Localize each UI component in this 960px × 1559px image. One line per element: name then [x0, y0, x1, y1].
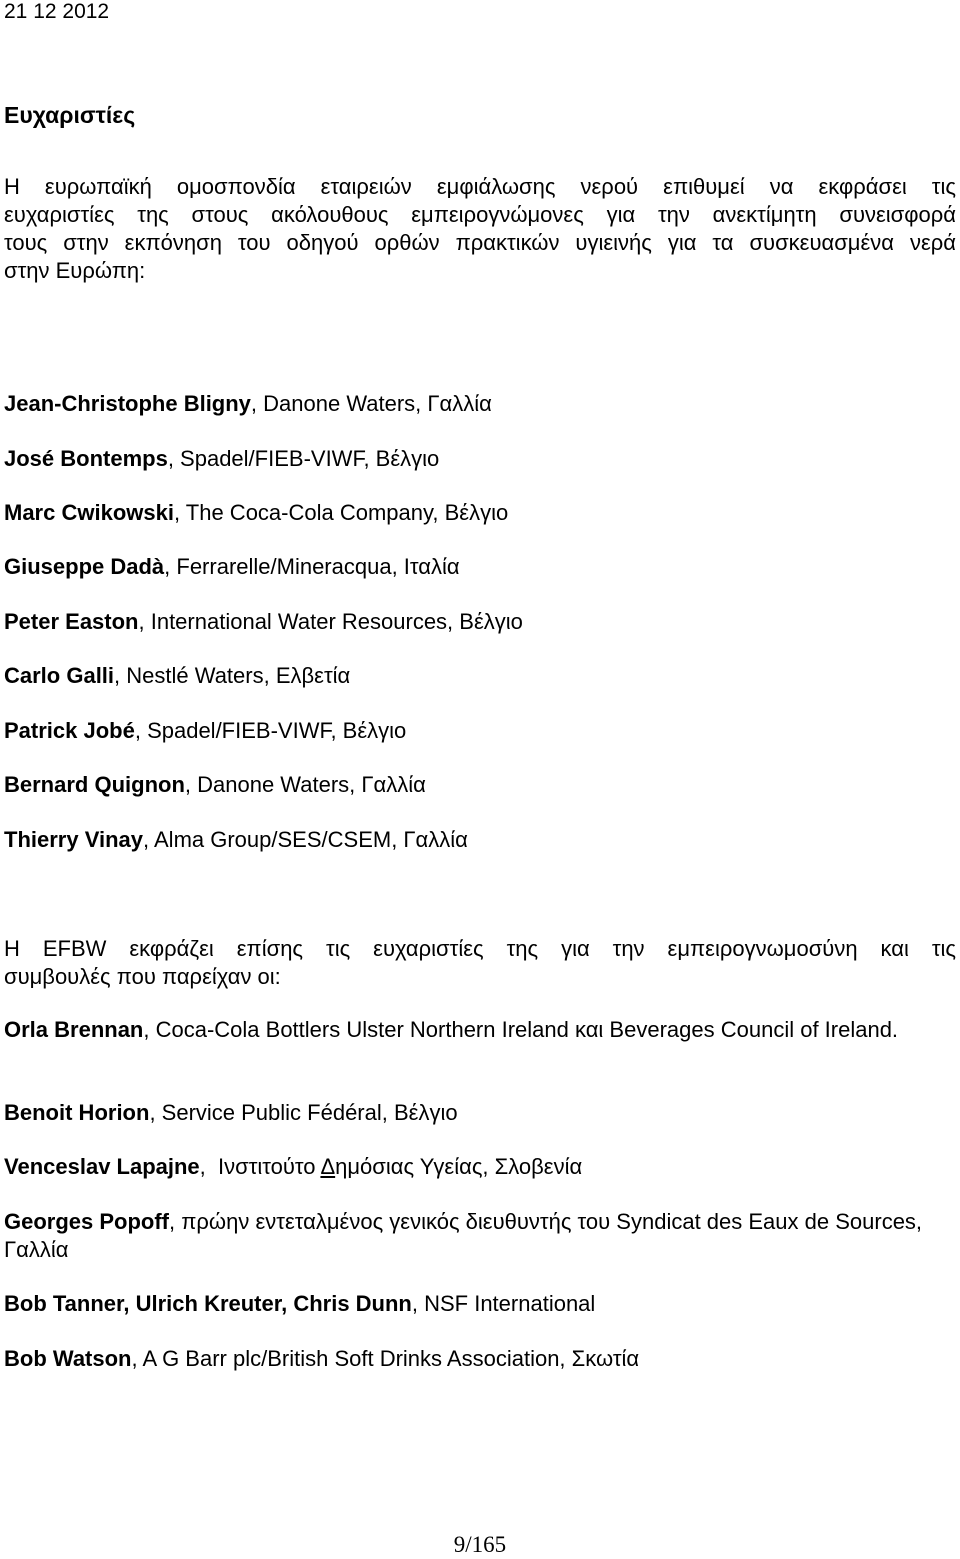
advisor-entry	[4, 1208, 956, 1264]
expert-entry	[4, 662, 956, 690]
advisor-entry	[4, 1153, 956, 1181]
expert-name: Patrick Jobé	[4, 718, 135, 743]
advisor-name: Bob Watson	[4, 1346, 132, 1371]
advisor-affiliation: , Service Public Fédéral, Βέλγιο	[149, 1100, 458, 1125]
expert-name: Carlo Galli	[4, 663, 115, 688]
advisor-name: Georges Popoff	[4, 1209, 170, 1234]
expert-affiliation: , Alma Group/SES/CSEM, Γαλλία	[143, 827, 468, 852]
page-heading: Ευχαριστίες	[4, 102, 136, 128]
expert-entry	[4, 390, 956, 418]
advisor-affiliation: , A G Barr plc/British Soft Drinks Association, Σκωτία	[131, 1346, 640, 1371]
page-number: 9/165	[453, 1532, 507, 1557]
expert-affiliation: , Spadel/FIEB-VIWF, Βέλγιο	[134, 718, 407, 743]
expert-name: Marc Cwikowski	[4, 500, 174, 525]
advisor-affiliation: , NSF International	[411, 1291, 596, 1316]
advisor-entry	[4, 1099, 956, 1127]
expert-entry	[4, 553, 956, 581]
advisor-entry	[4, 1345, 956, 1373]
advisor-entry	[4, 1016, 956, 1044]
second-intro-paragraph	[4, 935, 956, 991]
advisor-affiliation: , πρώην εντεταλμένος γενικός διευθυντής του Syndicat des Eaux de Sources, Γαλλία	[4, 1209, 923, 1262]
second-intro-line: Η EFBW εκφράζει επίσης τις ευχαριστίες της για την εμπειρογνωμοσύνη και τις	[4, 936, 956, 961]
advisor-name: Bob Tanner, Ulrich Kreuter, Chris Dunn	[4, 1291, 412, 1316]
intro-line: τους στην εκπόνηση του οδηγού ορθών πρακτικών υγιεινής για τα συσκευασμένα νερά	[4, 230, 956, 255]
intro-line: στην Ευρώπη:	[4, 258, 146, 283]
expert-affiliation: , Nestlé Waters, Ελβετία	[114, 663, 351, 688]
advisor-name: Venceslav Lapajne	[4, 1154, 200, 1179]
expert-affiliation: , Spadel/FIEB-VIWF, Βέλγιο	[167, 446, 440, 471]
second-intro-line: συμβουλές που παρείχαν οι:	[4, 964, 281, 989]
advisor-entry	[4, 1290, 956, 1318]
advisor-affiliation-prefix: , Ινστιτούτο	[199, 1154, 321, 1179]
expert-name: Peter Easton	[4, 609, 139, 634]
expert-name: Jean-Christophe Bligny	[4, 391, 251, 416]
intro-line: Η ευρωπαϊκή ομοσπονδία εταιρειών εμφιάλωσης νερού επιθυμεί να εκφράσει τις	[4, 174, 956, 199]
intro-line: ευχαριστίες της στους ακόλουθους εμπειρογνώμονες για την ανεκτίμητη συνεισφορά	[4, 202, 956, 227]
expert-entry	[4, 499, 956, 527]
expert-name: Thierry Vinay	[4, 827, 143, 852]
intro-paragraph	[4, 173, 956, 285]
expert-name: Bernard Quignon	[4, 772, 185, 797]
document-date: 21 12 2012	[4, 0, 110, 23]
expert-entry	[4, 608, 956, 636]
expert-entry	[4, 717, 956, 745]
expert-entry	[4, 771, 956, 799]
advisor-name: Benoit Horion	[4, 1100, 150, 1125]
expert-affiliation: , Danone Waters, Γαλλία	[250, 391, 492, 416]
expert-name: Giuseppe Dadà	[4, 554, 165, 579]
expert-affiliation: , International Water Resources, Βέλγιο	[138, 609, 523, 634]
advisor-affiliation-underlined: Δ	[320, 1154, 336, 1179]
expert-affiliation: , The Coca-Cola Company, Βέλγιο	[173, 500, 509, 525]
expert-name: José Bontemps	[4, 446, 168, 471]
expert-entry	[4, 445, 956, 473]
expert-entry	[4, 826, 956, 854]
advisor-name: Orla Brennan	[4, 1017, 144, 1042]
expert-affiliation: , Ferrarelle/Mineracqua, Ιταλία	[164, 554, 460, 579]
expert-affiliation: , Danone Waters, Γαλλία	[184, 772, 426, 797]
advisor-affiliation: , Coca-Cola Bottlers Ulster Northern Ireland και Beverages Council of Ireland.	[143, 1017, 899, 1042]
advisor-affiliation: ημόσιας Υγείας, Σλοβενία	[335, 1154, 583, 1179]
